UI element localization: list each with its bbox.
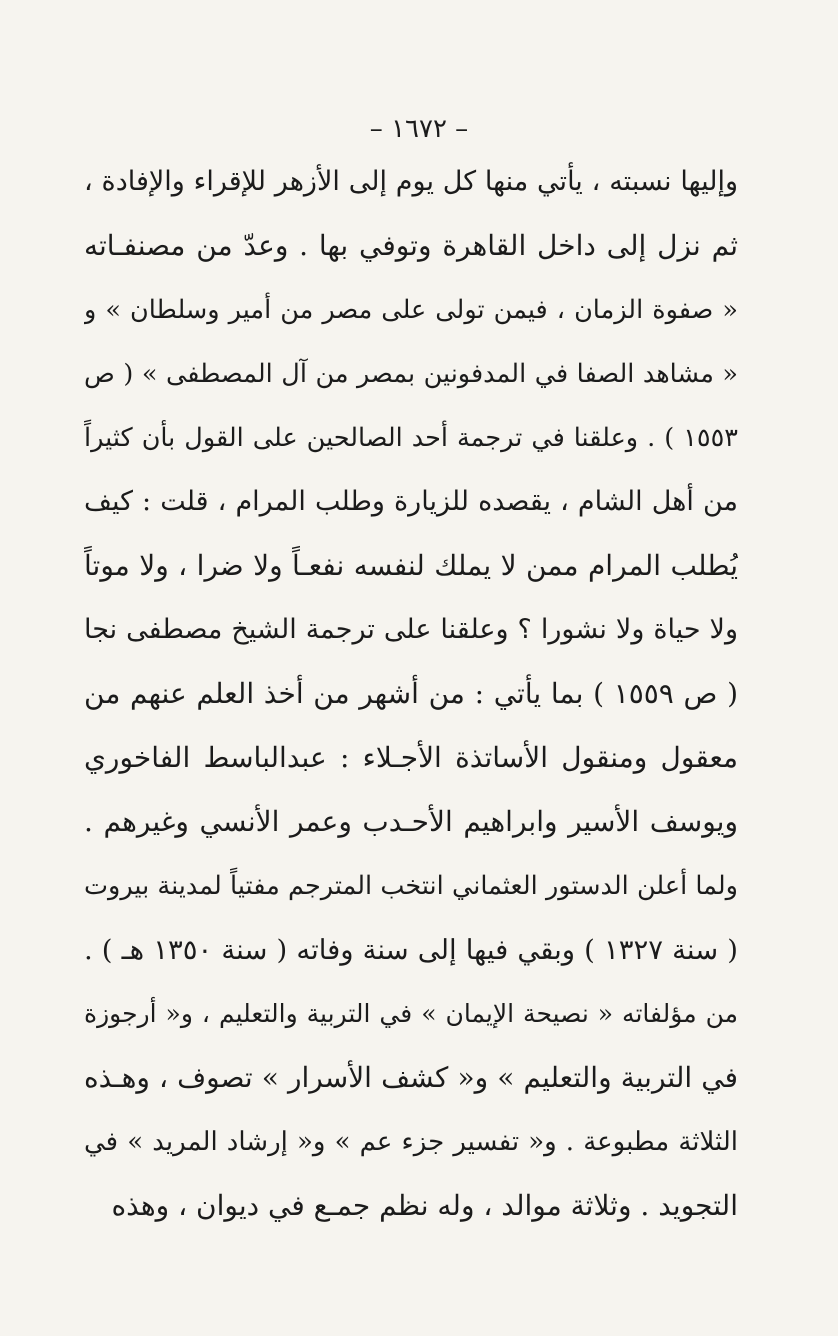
text-line: ( سنة ١٣٢٧ ) وبقي فيها إلى سنة وفاته ( سنة ١٣٥٠ هـ ) .	[84, 934, 738, 966]
text-line: ولا حياة ولا نشورا ؟ وعلقنا على ترجمة الشيخ مصطفى نجا	[84, 614, 738, 645]
body-text	[84, 150, 738, 1238]
text-line: ولما أعلن الدستور العثماني انتخب المترجم مفتياً لمدينة بيروت	[84, 871, 738, 901]
text-line: من أهل الشام ، يقصده للزيارة وطلب المرام ، قلت : كيف	[84, 486, 738, 517]
text-line: من مؤلفاته « نصيحة الإيمان » في التربية والتعليم ، و« أرجوزة	[84, 999, 738, 1028]
text-line: ثم نزل إلى داخل القاهرة وتوفي بها . وعدّ من مصنفـاته	[84, 229, 738, 262]
text-line: « مشاهد الصفا في المدفونين بمصر من آل المصطفى » ( ص	[84, 359, 738, 389]
text-line: « صفوة الزمان ، فيمن تولى على مصر من أمير وسلطان » و	[84, 295, 738, 325]
text-line: وإليها نسبته ، يأتي منها كل يوم إلى الأزهر للإقراء والإفادة ،	[84, 166, 738, 197]
text-line: ويوسف الأسير وابراهيم الأحـدب وعمر الأنسي وغيرهم .	[84, 805, 738, 838]
text-line: في التربية والتعليم » و« كشف الأسرار » تصوف ، وهـذه	[84, 1061, 738, 1094]
page-number: – ١٦٧٢ –	[369, 114, 469, 144]
text-line: يُطلب المرام ممن لا يملك لنفسه نفعـاً ولا ضرا ، ولا موتاً	[84, 549, 738, 582]
text-line: ( ص ١٥٥٩ ) بما يأتي : من أشهر من أخذ العلم عنهم من	[84, 677, 738, 710]
text-line: الثلاثة مطبوعة . و« تفسير جزء عم » و« إرشاد المريد » في	[84, 1127, 738, 1157]
text-line: معقول ومنقول الأساتذة الأجـلاء : عبدالباسط الفاخوري	[84, 741, 738, 774]
text-line: ١٥٥٣ ) . وعلقنا في ترجمة أحد الصالحين على القول بأن كثيراً	[84, 423, 738, 453]
text-line: التجويد . وثلاثة موالد ، وله نظم جمـع في ديوان ، وهذه	[111, 1189, 738, 1222]
